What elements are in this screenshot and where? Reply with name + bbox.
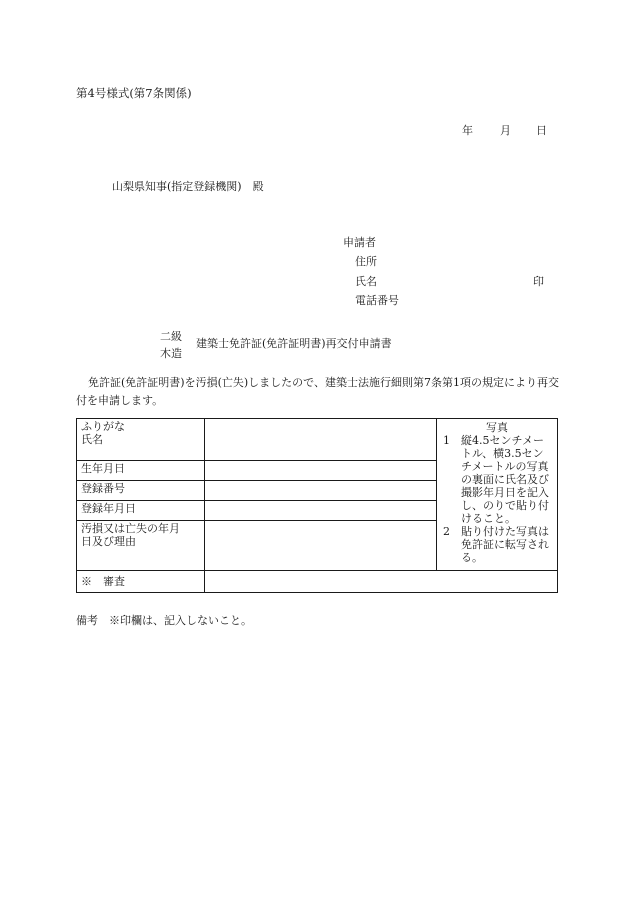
photo-note-2-text: 貼り付けた写真は免許証に転写される。 [461, 525, 549, 564]
registration-date-label: 登録年月日 [77, 501, 205, 521]
furigana-label: ふりがな [81, 420, 125, 433]
name-field-label: 氏名 [81, 433, 103, 446]
loss-reason-label-line2: 日及び理由 [81, 535, 136, 548]
application-table [76, 418, 558, 593]
photo-box [437, 419, 558, 571]
table-row [77, 571, 558, 593]
photo-note-1-number: 1 [443, 434, 450, 447]
loss-reason-label-line1: 汚損又は亡失の年月 [81, 522, 180, 535]
year-label: 年 [462, 124, 473, 137]
photo-note-2-number: 2 [443, 525, 450, 538]
photo-title: 写真 [486, 421, 508, 434]
registration-date-input-cell[interactable] [205, 501, 437, 521]
furigana-name-label [77, 419, 205, 461]
remarks: 備考 ※印欄は、記入しないこと。 [76, 614, 252, 627]
review-text: 審査 [103, 575, 125, 588]
photo-note-1-text: 縦4.5センチメートル、横3.5センチメートルの写真の裏面に氏名及び撮影年月日を記入し、のりで貼り付けること。 [461, 434, 549, 525]
grade-bottom: 木造 [160, 347, 182, 360]
applicant-block [343, 236, 399, 313]
grade-top: 二級 [160, 330, 182, 343]
addressee: 山梨県知事(指定登録機関) 殿 [112, 180, 264, 193]
phone-label: 電話番号 [355, 293, 399, 307]
registration-number-label: 登録番号 [77, 481, 205, 501]
date-line [462, 124, 547, 137]
table-row [77, 419, 558, 461]
loss-reason-input-cell[interactable] [205, 521, 437, 571]
photo-note-1 [443, 434, 551, 525]
applicant-label: 申請者 [343, 236, 376, 249]
name-label: 氏名 [355, 274, 377, 288]
day-label: 日 [536, 124, 547, 137]
review-mark: ※ [81, 575, 92, 588]
address-label: 住所 [355, 255, 377, 269]
birthdate-input-cell[interactable] [205, 461, 437, 481]
birthdate-label: 生年月日 [77, 461, 205, 481]
month-label: 月 [500, 124, 511, 137]
name-input-cell[interactable] [205, 419, 437, 461]
loss-reason-label [77, 521, 205, 571]
seal-mark: 印 [533, 275, 544, 288]
review-label [77, 571, 205, 593]
form-title: 建築士免許証(免許証明書)再交付申請書 [196, 337, 392, 350]
grade-stack [160, 328, 182, 362]
photo-note-2 [443, 525, 551, 564]
body-text: 免許証(免許証明書)を汚損(亡失)しましたので、建築士法施行細則第7条第1項の規定により再交付を申請します。 [76, 376, 559, 407]
form-number: 第4号様式(第7条関係) [76, 86, 192, 100]
review-cell [205, 571, 558, 593]
registration-number-input-cell[interactable] [205, 481, 437, 501]
